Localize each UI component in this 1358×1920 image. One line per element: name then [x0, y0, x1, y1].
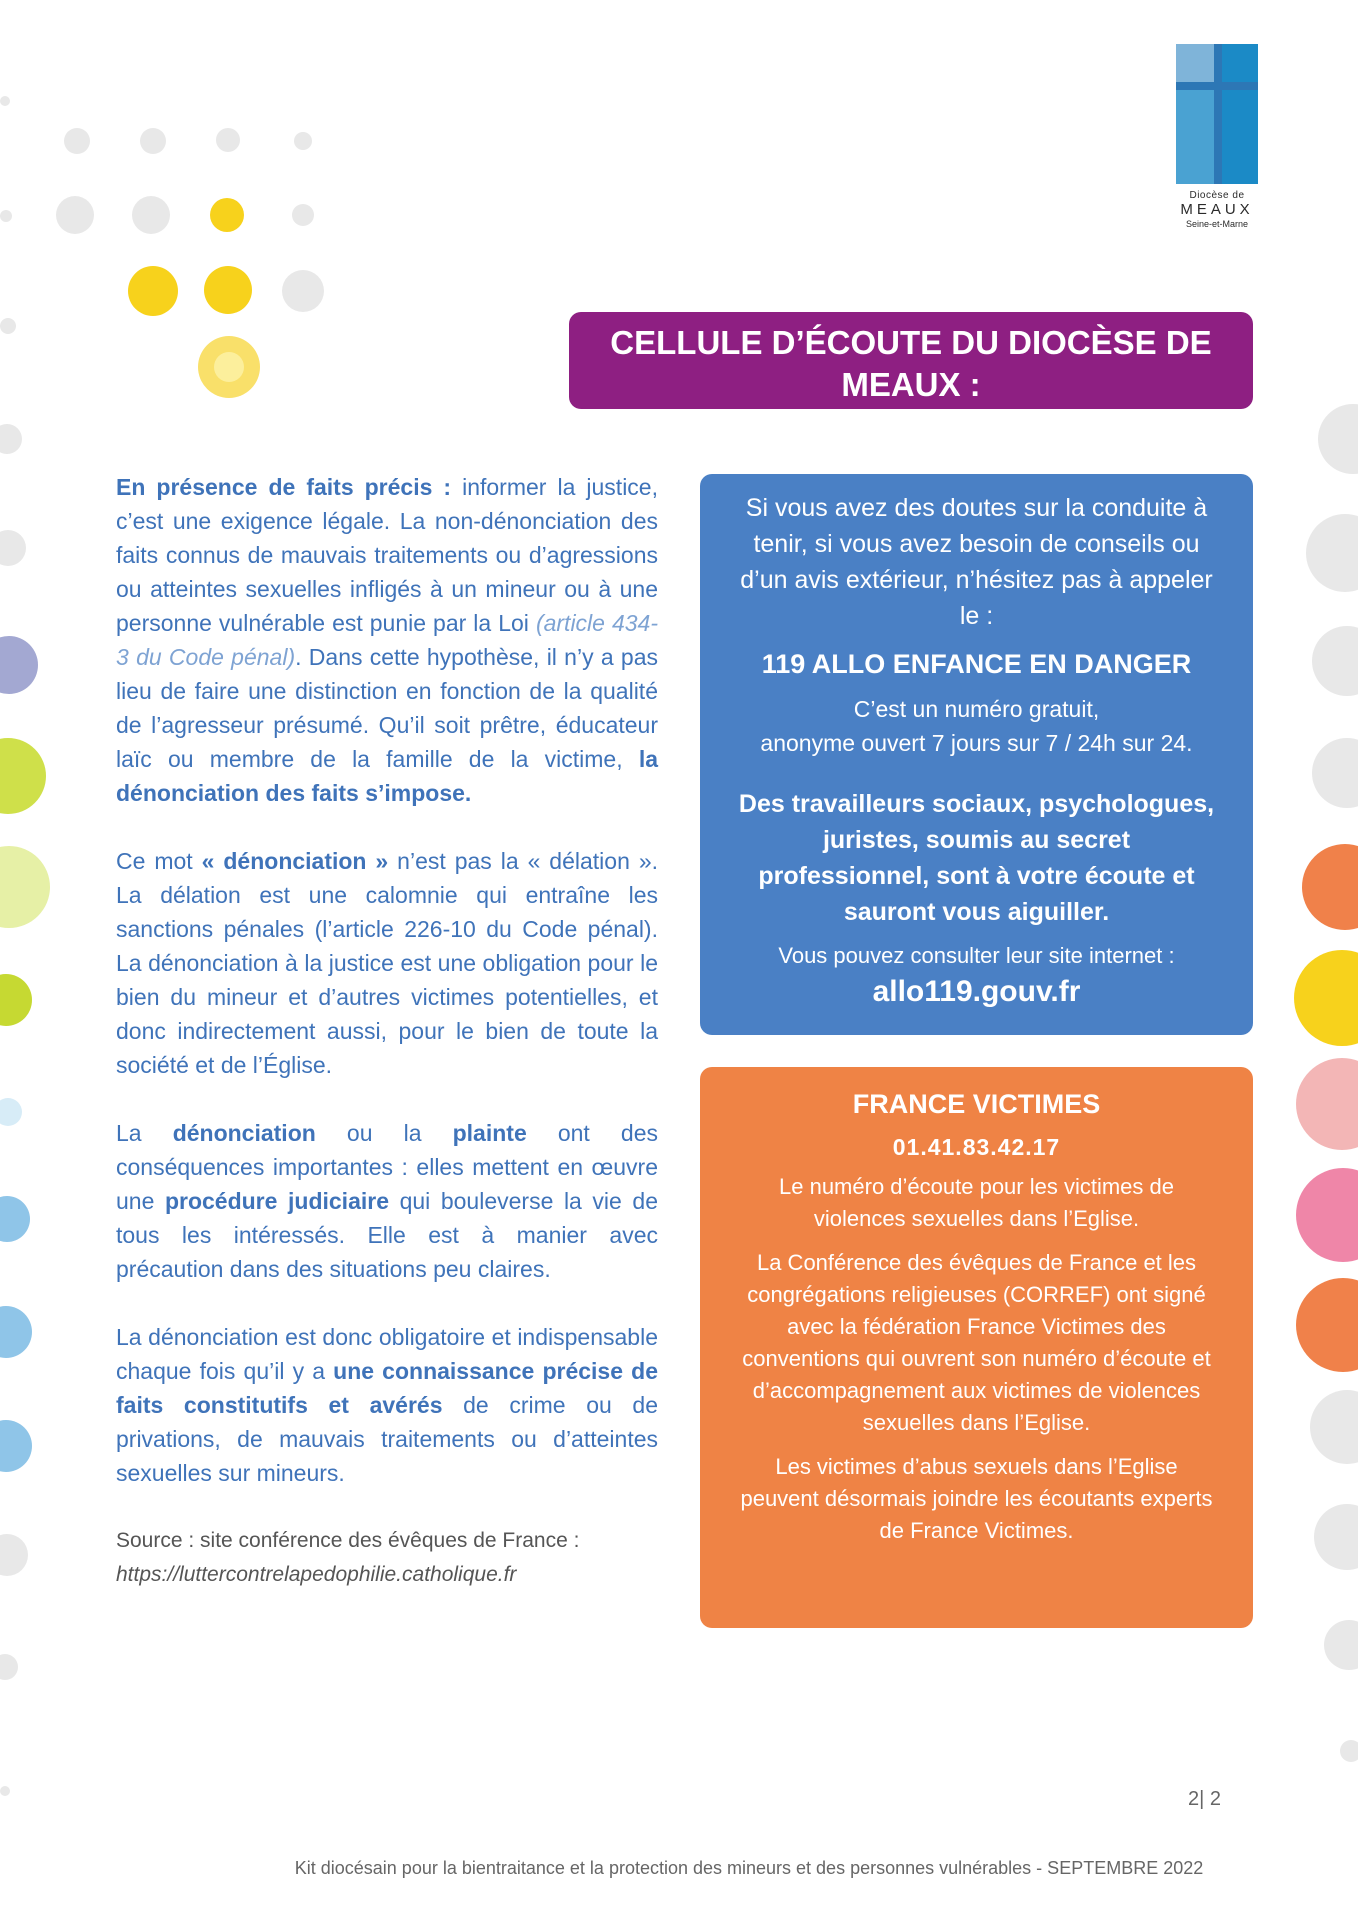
box-title: 119 ALLO ENFANCE EN DANGER [761, 649, 1192, 679]
website-link[interactable]: allo119.gouv.fr [872, 975, 1081, 1008]
logo-subtitle: Diocèse de [1189, 190, 1245, 201]
banner-title: CELLULE D’ÉCOUTE DU DIOCÈSE DE MEAUX : [610, 324, 1212, 403]
text: . Dans cette hypothèse, il n’y a pas lieu de faire une distinction en fonction de la qualité de l’agresseur présumé. Qu’il soit prêtre, éducateur laïc ou membre de la famille de la victime, [116, 644, 659, 772]
paragraph [116, 844, 658, 1082]
decor-dot [1312, 738, 1358, 808]
box-intro: Si vous avez des doutes sur la conduite à tenir, si vous avez besoin de conseils ou d’un avis extérieur, n’hésitez pas à appeler le : [740, 494, 1213, 630]
decor-dot [1324, 1620, 1358, 1670]
decor-dot [56, 196, 94, 234]
logo-region: Seine-et-Marne [1185, 219, 1249, 229]
source-link[interactable]: https://luttercontrelapedophilie.catholique.fr [116, 1563, 517, 1586]
decor-dot [204, 266, 252, 314]
france-victimes-box [700, 1067, 1253, 1628]
decor-dot [0, 318, 16, 334]
box-title: FRANCE VICTIMES [852, 1089, 1101, 1119]
decor-dot [0, 1786, 10, 1796]
text: Ce mot [116, 848, 202, 874]
text: qui bouleverse la vie de tous les intéressés. Elle est à manier avec précaution dans des situations peu claires. [116, 1188, 658, 1282]
emphasis: la dénonciation des faits s’impose. [116, 746, 658, 806]
decor-dot [282, 270, 324, 312]
box-professionals: Des travailleurs sociaux, psychologues, juristes, soumis au secret professionnel, sont à votre écoute et sauront vous aiguiller. [738, 790, 1215, 926]
decor-dot [0, 96, 10, 106]
decor-dot [1296, 1058, 1358, 1150]
page-footer: Kit diocésain pour la bientraitance et la protection des mineurs et des personnes vulnérables - SEPTEMBRE 2022 [294, 1858, 1204, 1878]
logo-name: MEAUX [1180, 201, 1254, 218]
source-note [116, 1524, 658, 1592]
page-number: 2| 2 [1188, 1788, 1221, 1810]
box-paragraph: Les victimes d’abus sexuels dans l’Eglise peuvent désormais joindre les écoutants experts de France Victimes. [740, 1454, 1213, 1543]
decor-dot [0, 974, 32, 1026]
paragraph [116, 1320, 658, 1490]
decor-dot [1314, 1504, 1358, 1570]
text: ou la [315, 1120, 453, 1146]
decor-dot [64, 128, 90, 154]
box-consult: Vous pouvez consulter leur site internet : [778, 943, 1175, 968]
decor-dot [1310, 1390, 1358, 1464]
banner-email[interactable]: ECOUTE-CONSEIL@CATH077.FR [757, 409, 1155, 437]
box-info [700, 692, 1253, 760]
paragraph [116, 470, 658, 810]
info-line: C’est un numéro gratuit, [853, 696, 1100, 722]
decor-dot [0, 1196, 30, 1242]
emphasis: En présence de faits précis : [116, 474, 452, 500]
box-paragraph: La Conférence des évêques de France et les congrégations religieuses (CORREF) ont signé avec la fédération France Victimes des conventions qui ouvrent son numéro d’écoute et d’accompagnement aux victimes de violences sexuelles dans l’Eglise. [742, 1250, 1211, 1435]
decor-dot [0, 1420, 32, 1472]
listening-cell-banner [569, 312, 1253, 437]
emphasis: une connaissance précise de faits constitutifs et avérés [116, 1358, 658, 1418]
source-label: Source : site conférence des évêques de France : [116, 1529, 580, 1552]
citation: (article 434-3 du Code pénal) [116, 610, 658, 670]
allo-enfance-box [700, 474, 1253, 1035]
decor-dot [0, 424, 22, 454]
decor-dot [1340, 1740, 1358, 1762]
decor-dot [0, 738, 46, 814]
phone-number[interactable]: 01.41.83.42.17 [892, 1134, 1061, 1160]
box-paragraph: Le numéro d’écoute pour les victimes de violences sexuelles dans l’Eglise. [779, 1174, 1174, 1231]
paragraph [116, 1116, 658, 1286]
text: de crime ou de privations, de mauvais traitements ou d’atteintes sexuelles sur mineurs. [116, 1392, 659, 1486]
decor-dot [128, 266, 178, 316]
decor-dot [0, 846, 50, 928]
decor-dot [0, 530, 26, 566]
decor-dot [1296, 1168, 1358, 1262]
emphasis: dénonciation [172, 1120, 316, 1146]
decor-dot [1318, 404, 1358, 474]
decor-dot [210, 198, 244, 232]
text: La [116, 1120, 173, 1146]
text: La dénonciation est donc obligatoire et indispensable chaque fois qu’il y a [116, 1324, 658, 1384]
decor-dot [292, 204, 314, 226]
decor-dot [0, 210, 12, 222]
info-line: anonyme ouvert 7 jours sur 7 / 24h sur 24. [760, 730, 1193, 756]
decor-dot [0, 1654, 18, 1680]
decor-dot [0, 1306, 32, 1358]
text: ont des conséquences importantes : elles mettent en œuvre une [116, 1120, 658, 1214]
decor-dot [1296, 1278, 1358, 1372]
decor-dot [140, 128, 166, 154]
text: n’est pas la « délation ». La délation est une calomnie qui entraîne les sanctions pénales (l’article 226-10 du Code pénal). La dénonciation à la justice est une obligation pour le bien du mineur et d’autres victimes potentielles, et donc indirectement aussi, pour le bien de toute la société et de l’Église. [116, 848, 659, 1078]
text: informer la justice, c’est une exigence légale. La non-dénonciation des faits connus de mauvais traitements ou d’agressions ou atteintes sexuelles infligés à un mineur ou à une personne vulnérable est punie par la Loi [116, 474, 658, 636]
decor-dot [1306, 514, 1358, 592]
decor-dot [0, 1098, 22, 1126]
decor-dot [0, 1534, 28, 1576]
decor-dot [214, 352, 244, 382]
decor-dot [1312, 626, 1358, 696]
decor-dot [216, 128, 240, 152]
decor-dot [132, 196, 170, 234]
decor-dot [1294, 950, 1358, 1046]
emphasis: « dénonciation » [201, 848, 389, 874]
diocese-logo [1176, 44, 1258, 229]
decor-dot [294, 132, 312, 150]
emphasis: procédure judiciaire [164, 1188, 389, 1214]
decor-dot [0, 636, 38, 694]
main-text-column [116, 470, 658, 1592]
cross-icon [1176, 44, 1258, 184]
decor-dot [1302, 844, 1358, 930]
emphasis: plainte [452, 1120, 527, 1146]
